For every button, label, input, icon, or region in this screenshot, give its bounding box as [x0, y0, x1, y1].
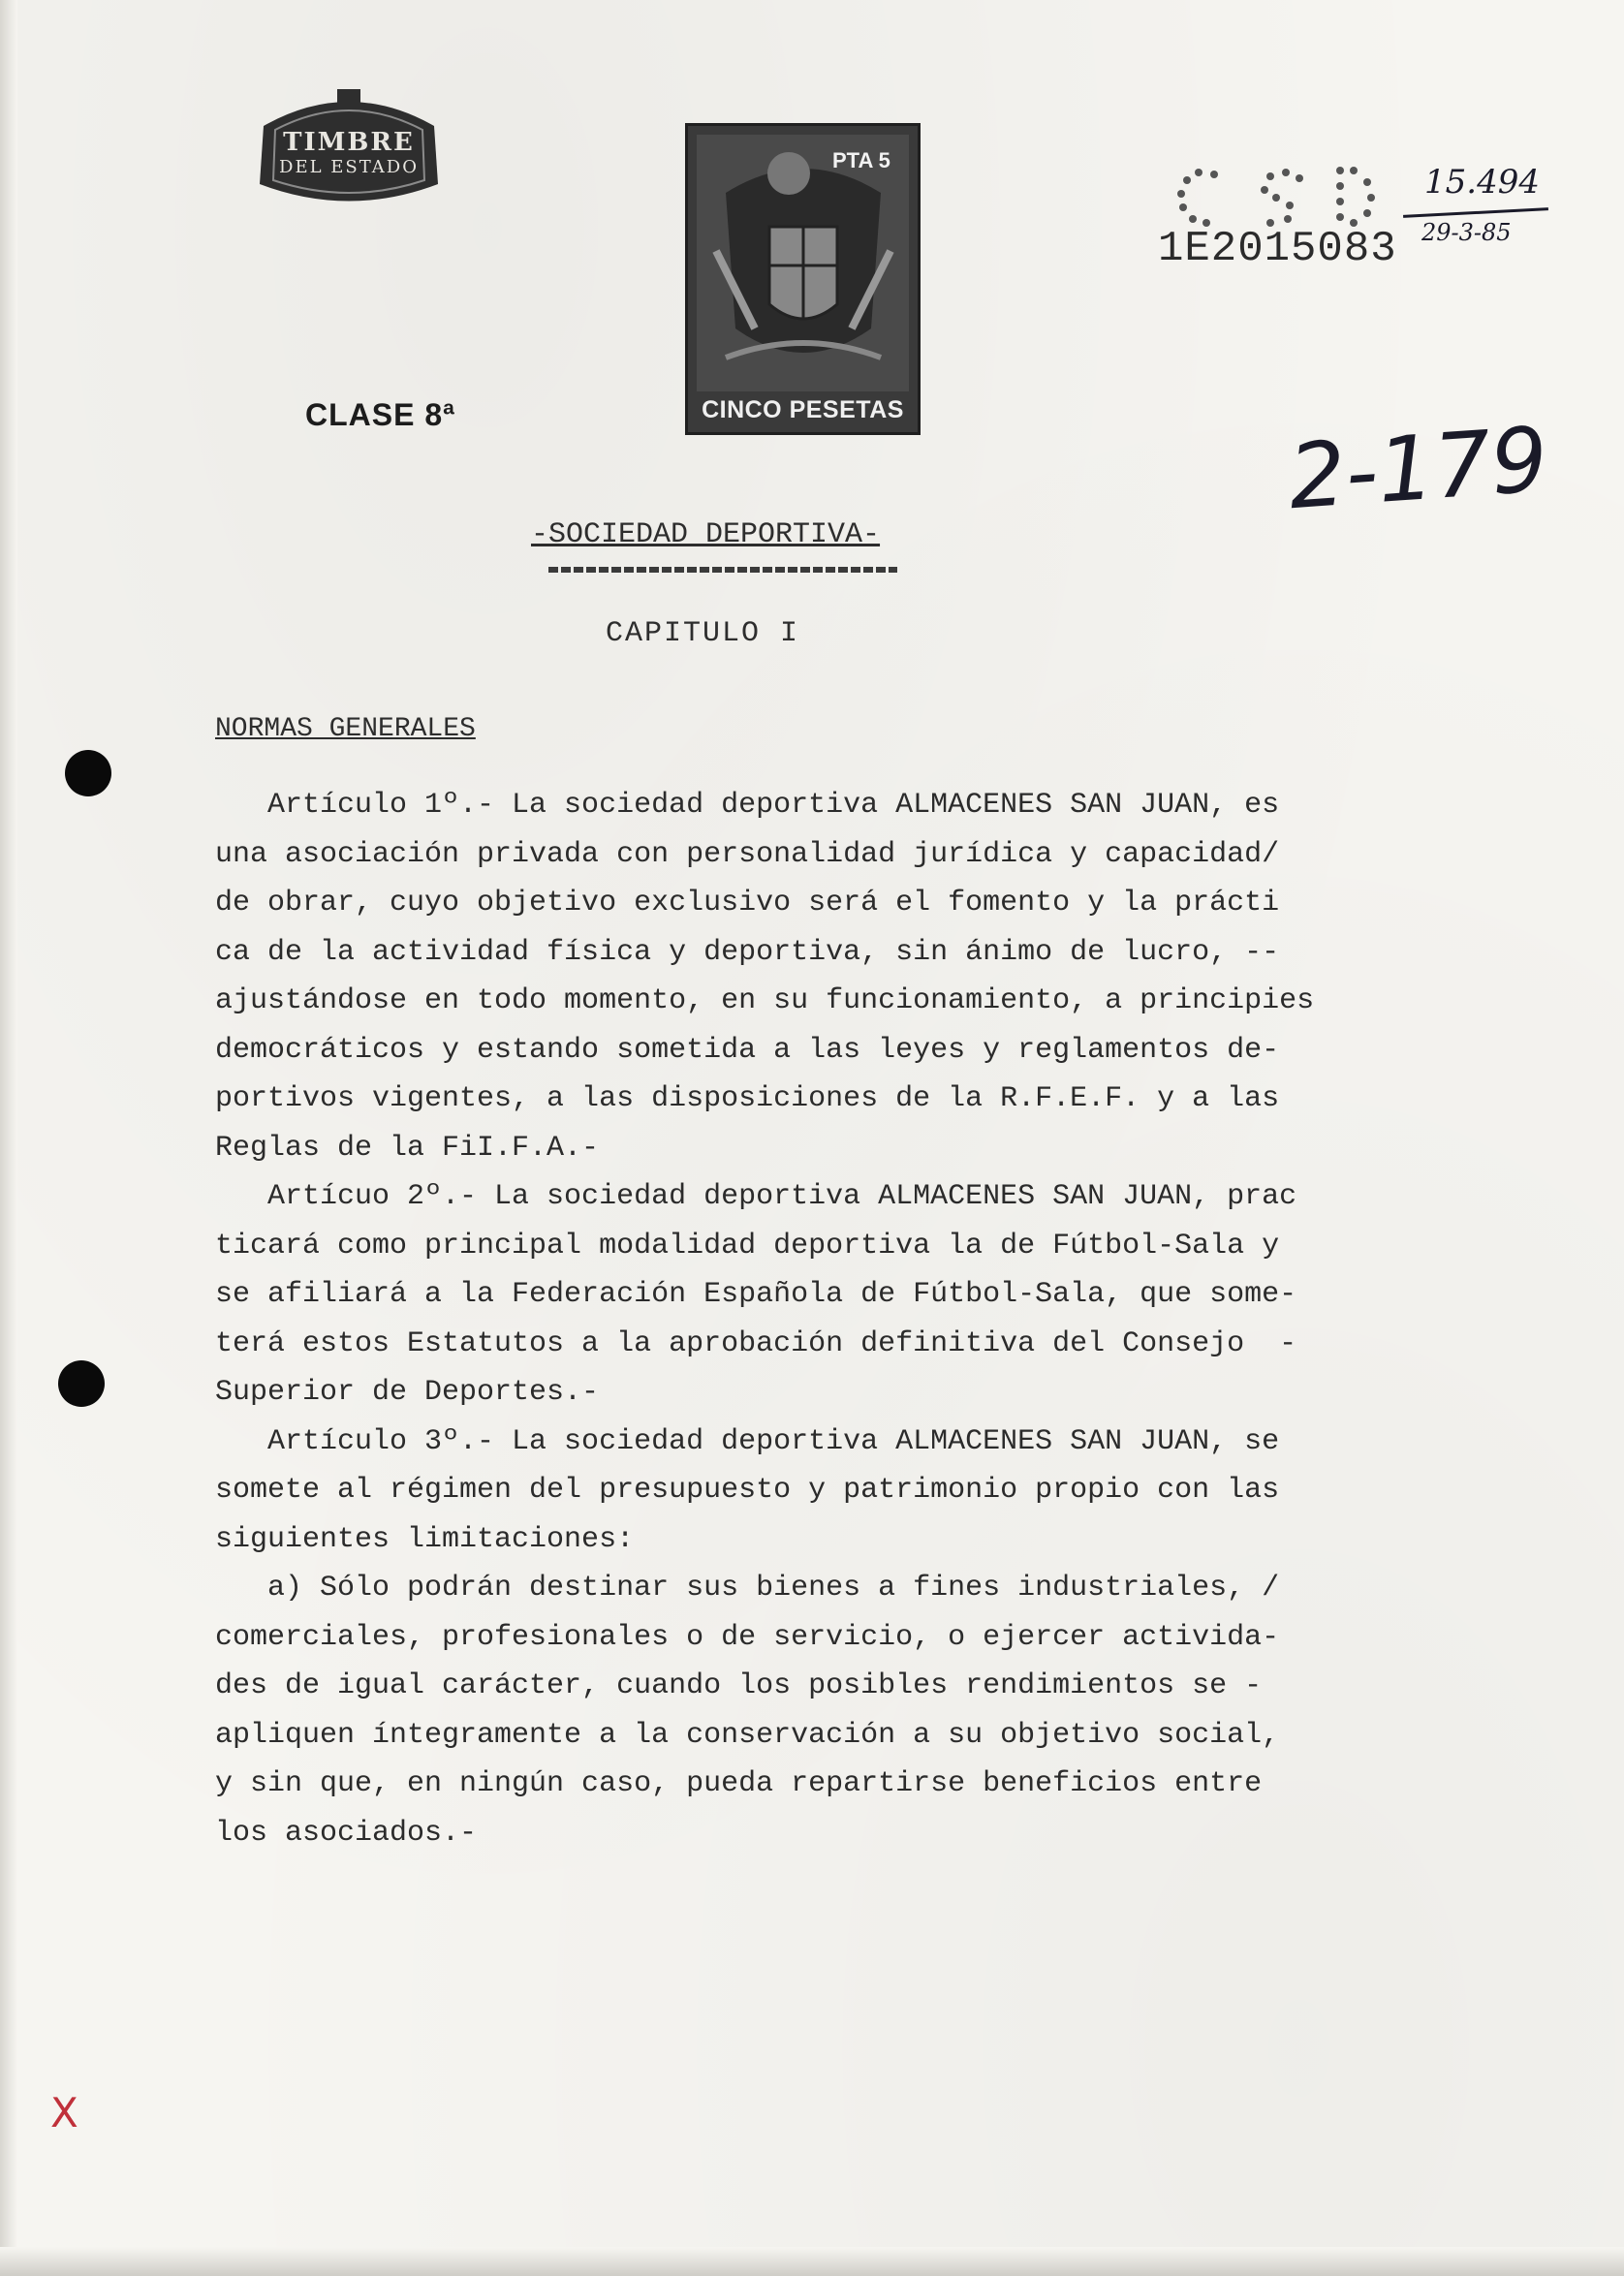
serial-number: 1E2015083	[1158, 225, 1397, 273]
stamp-bottom-text: CINCO PESETAS	[702, 396, 904, 423]
page-bottom-shadow	[0, 2247, 1624, 2276]
punch-hole-top	[65, 750, 111, 796]
document-body	[215, 781, 1417, 1857]
body-line: ajustándose en todo momento, en su funcionamiento, a principies	[215, 984, 1315, 1017]
stamp-value: PTA 5	[832, 148, 890, 172]
body-line: siguientes limitaciones:	[215, 1522, 635, 1556]
body-line: comerciales, profesionales o de servicio, o ejercer activida-	[215, 1620, 1280, 1654]
handwritten-number: 2-179	[1285, 407, 1551, 530]
title-double-underline	[548, 567, 897, 573]
timbre-line2: DEL ESTADO	[279, 157, 419, 177]
margin-mark: X	[50, 2089, 78, 2136]
handwritten-underline	[1403, 207, 1548, 218]
body-line: de obrar, cuyo objetivo exclusivo será el fomento y la prácti	[215, 887, 1280, 920]
handwritten-date: 29-3-85	[1421, 219, 1512, 246]
body-line: Reglas de la FiI.F.A.-	[215, 1131, 600, 1165]
body-line: apliquen íntegramente a la conservación a su objetivo social,	[215, 1718, 1280, 1752]
document-title: -SOCIEDAD DEPORTIVA-	[531, 518, 881, 551]
chapter-heading: CAPITULO I	[606, 617, 800, 650]
body-line: y sin que, en ningún caso, pueda repartirse beneficios entre	[215, 1767, 1263, 1800]
body-line: se afiliará a la Federación Española de Fútbol-Sala, que some-	[215, 1278, 1297, 1311]
body-line: somete al régimen del presupuesto y patrimonio propio con las	[215, 1474, 1280, 1507]
body-line: portivos vigentes, a las disposiciones de la R.F.E.F. y a las	[215, 1082, 1280, 1115]
five-peseta-stamp	[685, 123, 921, 435]
punch-hole-bottom	[58, 1360, 105, 1407]
section-heading: NORMAS GENERALES	[215, 714, 476, 744]
stamp-image	[697, 135, 909, 391]
body-line: terá estos Estatutos a la aprobación definitiva del Consejo -	[215, 1326, 1297, 1360]
timbre-del-estado-seal	[254, 87, 444, 213]
body-line: ticará como principal modalidad deportiva la de Fútbol-Sala y	[215, 1229, 1280, 1263]
body-line: a) Sólo podrán destinar sus bienes a fines industriales, /	[215, 1572, 1280, 1605]
body-line: una asociación privada con personalidad jurídica y capacidad/	[215, 837, 1280, 871]
body-line: Artícuo 2º.- La sociedad deportiva ALMACENES SAN JUAN, prac	[215, 1180, 1297, 1213]
body-line: democráticos y estando sometida a las leyes y reglamentos de-	[215, 1033, 1280, 1067]
handwritten-reference: 15.494	[1424, 163, 1540, 202]
body-line: Artículo 1º.- La sociedad deportiva ALMACENES SAN JUAN, es	[215, 789, 1280, 822]
clase-label: CLASE 8ª	[305, 397, 455, 432]
body-line: ca de la actividad física y deportiva, sin ánimo de lucro, --	[215, 935, 1280, 969]
body-line: Superior de Deportes.-	[215, 1376, 600, 1409]
body-line: los asociados.-	[215, 1816, 478, 1850]
body-line: des de igual carácter, cuando los posibles rendimientos se -	[215, 1669, 1263, 1702]
timbre-line1: TIMBRE	[283, 128, 415, 157]
page-edge-shadow	[0, 0, 17, 2276]
body-line: Artículo 3º.- La sociedad deportiva ALMACENES SAN JUAN, se	[215, 1424, 1280, 1458]
